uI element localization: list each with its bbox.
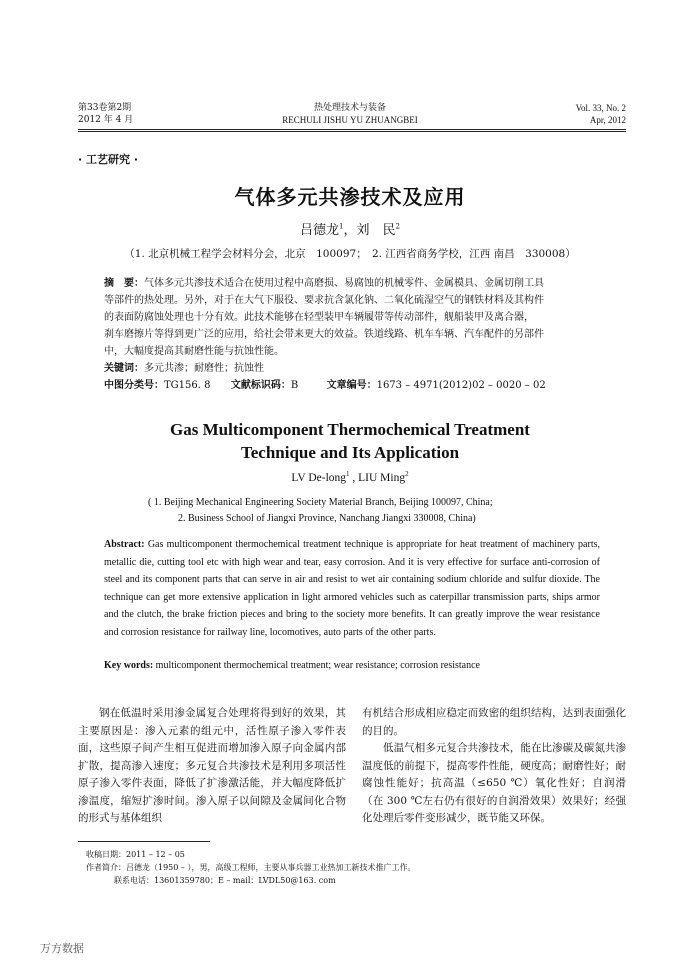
- author1-cn: 吕德龙: [300, 223, 340, 238]
- contact-info: 联系电话：13601359780；E – mail：LVDL50@163. com: [114, 876, 336, 885]
- abstract-cn-label: 摘 要：: [104, 278, 144, 289]
- authors-cn: [0, 219, 700, 238]
- page-title-cn: 气体多元共渗技术及应用: [234, 185, 466, 209]
- header-journal-en: RECHULI JISHU YU ZHUANGBEI: [282, 115, 418, 125]
- header-journal-cn: 热处理技术与装备: [313, 103, 386, 113]
- keywords-en-label: Key words:: [104, 660, 154, 671]
- header-rule-thin: [78, 131, 626, 132]
- footnote-rule: [78, 841, 210, 842]
- author2-cn-sup: 2: [395, 222, 400, 231]
- classification-line: 中图分类号：TG156. 8 文献标识码：B 文章编号：1673 – 4971(2012)02 – 0020 – 02: [104, 380, 546, 391]
- footnote: [86, 848, 626, 887]
- author1-cn-sup: 1: [339, 222, 344, 231]
- author-bio: 作者简介：吕德龙（1950 – ），男，高级工程师，主要从事兵器工业热加工新技术推广工作。: [86, 863, 416, 872]
- header-volume-en: Vol. 33, No. 2: [575, 103, 626, 113]
- section-label: · 工艺研究 ·: [78, 153, 139, 166]
- affiliation-en: ( 1. Beijing Mechanical Engineering Society Material Branch, Beijing 100097, China; 2. Business School of Jiangxi Province, Nanchang Jiangxi 330008, China): [148, 497, 493, 524]
- clc-code: TG156. 8: [164, 380, 211, 391]
- abstract-cn: [104, 275, 600, 394]
- page-title-en: Gas Multicomponent Thermochemical Treatment Technique and Its Application: [170, 420, 530, 462]
- keywords-cn-label: 关键词：: [104, 363, 144, 374]
- author-sep-cn: ，刘 民: [343, 223, 396, 238]
- header-rule: [78, 129, 626, 130]
- abstract-cn-line: 中，大幅度提高其耐磨性能与抗蚀性能。: [104, 346, 284, 357]
- watermark: 万方数据: [40, 942, 84, 955]
- abstract-cn-line: 摘 要：气体多元共渗技术适合在使用过程中高磨损、易腐蚀的机械零件、金属模具、金属切削工具: [104, 278, 544, 289]
- abstract-cn-line: 刹车磨擦片等得到更广泛的应用，给社会带来更大的效益。铁道线路、机车车辆、汽车配件的另部件: [104, 329, 544, 340]
- keywords-en: Key words: multicomponent thermochemical treatment; wear resistance; corrosion resistance: [104, 660, 480, 671]
- header-volume-cn: 第33卷第2期: [78, 103, 132, 113]
- body-left-column: 钢在低温时采用渗金属复合处理将得到好的效果，其主要原因是：渗入元素的组元中，活性原子渗入零件表面，这些原子间产生相互促进而增加渗入原子向金属内部扩散，提高渗入速度；多元复合共渗技术是利用多项活性原子渗入零件表面，降低了扩渗激活能，并大幅度降低扩渗温度，缩短扩渗时间。渗入原子以间隙及金属间化合物的形式与基体组织: [78, 707, 346, 824]
- abstract-cn-line: 等部件的热处理。另外，对于在大气下服役、要求抗含氯化钠、二氧化硫湿空气的钢铁材料及其构件: [104, 295, 544, 306]
- header-date-cn: 2012 年 4 月: [78, 115, 134, 125]
- article-number: 1673 – 4971(2012)02 – 0020 – 02: [376, 380, 546, 391]
- header-date-en: Apr, 2012: [589, 115, 626, 125]
- abstract-en-label: Abstract:: [104, 539, 145, 550]
- authors-en: LV De-long$^1$ , LIU Ming$^2$: [291, 470, 409, 484]
- abstract-en: Abstract: Gas multicomponent thermochemical treatment technique is appropriate for heat treatment of machinery parts, metallic die, cutting tool etc with high wear and tear, easy corrosion. And it is very effective for surface anti-corrosion of steel and its component parts that can serve in air and resist to wet air containing sodium chloride and sulfur dioxide. The technique can get more extensive application in light armored vehicles such as caterpillar transmission parts, ships armor and the clutch, the brake friction pieces and bring to the society more benefits. It can greatly improve the wear resistance and corrosion resistance for railway line, locomotives, auto parts of the other parts.: [104, 539, 600, 638]
- body-right-column: 有机结合形成相应稳定而致密的组织结构，达到表面强化的目的。 低温气相多元复合共渗技术，能在比渗碳及碳氮共渗温度低的前提下，提高零件性能，硬度高；耐磨性好；耐腐蚀性能好；抗高温（≤650 ℃）氧化性好；自润滑（在 300 ℃左右仍有很好的自润滑效果）效果好；经强化处理后零件变形减少，既节能又环保。: [362, 707, 626, 824]
- affiliation-cn: （1. 北京机械工程学会材料分会，北京 100097； 2. 江西省商务学校，江西 南昌 330008）: [124, 248, 576, 260]
- keywords-cn: 关键词：多元共渗；耐磨性；抗蚀性: [104, 363, 264, 374]
- received-date: 收稿日期：2011 – 12 – 05: [86, 850, 185, 859]
- doc-code: B: [290, 380, 299, 391]
- abstract-cn-line: 的表面防腐蚀处理也十分有效。此技术能够在轻型装甲车辆履带等传动部件，舰船装甲及离合器，: [104, 312, 534, 323]
